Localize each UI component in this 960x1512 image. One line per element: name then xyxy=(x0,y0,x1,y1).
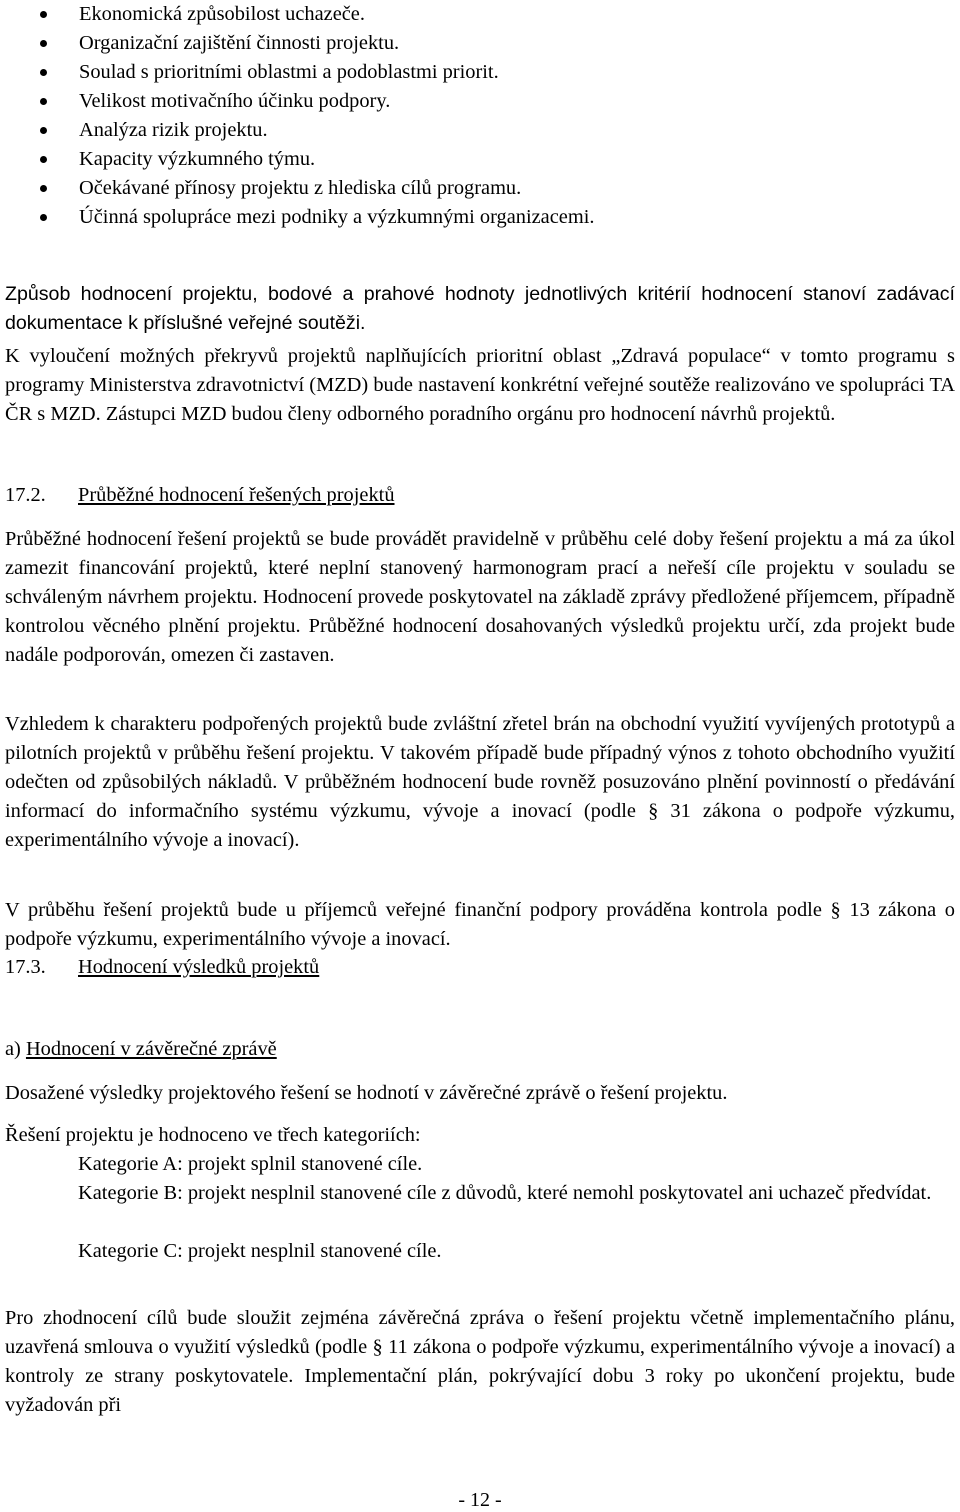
category-b: Kategorie B: projekt nesplnil stanovené cíle z důvodů, které nemohl poskytovatel ani uchazeč předvídat. xyxy=(78,1182,932,1204)
section-heading-17-3 xyxy=(5,953,955,982)
list-item: Velikost motivačního účinku podpory. xyxy=(0,87,594,116)
paragraph-interim-evaluation: Průběžné hodnocení řešení projektů se bude provádět pravidelně v průběhu celé doby řešení projektu a má za úkol zamezit financování projektů, které neplní stanovený harmonogram prací a neřeší cíle projektu v souladu se schváleným návrhem projektu. Hodnocení provede poskytovatel na základě zprávy předložené příjemcem, případně kontrolou věcného plnění projektu. Průběžné hodnocení dosahovaných výsledků projektu určí, zda projekt bude nadále podporován, omezen či zastaven. xyxy=(5,528,955,666)
paragraph-categories-intro: Řešení projektu je hodnoceno ve třech kategoriích: xyxy=(5,1124,421,1146)
section-title: Průběžné hodnocení řešených projektů xyxy=(78,484,395,506)
criteria-bullet-list xyxy=(0,0,594,232)
paragraph-goal-assessment: Pro zhodnocení cílů bude sloužit zejména závěrečná zpráva o řešení projektu včetně implementačního plánu, uzavřená smlouva o využití výsledků (podle § 11 zákona o podpoře výzkumu, experimentálního vývoje a inovací) a kontroly ze strany poskytovatele. Implementační plán, pokrývající dobu 3 roky po ukončení projektu, bude vyžadován při xyxy=(5,1307,955,1416)
list-item: Soulad s prioritními oblastmi a podoblastmi priorit. xyxy=(0,58,594,87)
subsection-prefix: a) xyxy=(5,1038,26,1060)
list-item: Očekávané přínosy projektu z hlediska cílů programu. xyxy=(0,174,594,203)
paragraph-control: V průběhu řešení projektů bude u příjemců veřejné finanční podpory prováděna kontrola podle § 13 zákona o podpoře výzkumu, experimentálního vývoje a inovací. xyxy=(5,899,955,950)
paragraph-overlap-exclusion: K vyloučení možných překryvů projektů naplňujících prioritní oblast „Zdravá populace“ v tomto programu s programy Ministerstva zdravotnictví (MZD) bude nastavení konkrétní veřejné soutěže realizováno ve spolupráci TA ČR s MZD. Zástupci MZD budou členy odborného poradního orgánu pro hodnocení návrhů projektů. xyxy=(5,345,955,425)
page-number: - 12 - xyxy=(458,1489,502,1511)
section-number: 17.3. xyxy=(5,956,46,978)
paragraph-evaluation-method: Způsob hodnocení projektu, bodové a prahové hodnoty jednotlivých kritérií hodnocení stanoví zadávací dokumentace k příslušné veřejné soutěži. xyxy=(5,283,955,334)
list-item: Kapacity výzkumného týmu. xyxy=(0,145,594,174)
section-heading-17-2 xyxy=(5,481,955,510)
subsection-heading-a xyxy=(5,1035,955,1064)
subsection-title: Hodnocení v závěrečné zprávě xyxy=(25,1038,277,1060)
section-title: Hodnocení výsledků projektů xyxy=(78,956,320,978)
list-item: Analýza rizik projektu. xyxy=(0,116,594,145)
paragraph-commercial-use: Vzhledem k charakteru podpořených projektů bude zvláštní zřetel brán na obchodní využití vyvíjených prototypů a pilotních projektů v průběhu řešení projektu. V takovém případě bude případný výnos z tohoto obchodního využití odečten od způsobilých nákladů. V průběžném hodnocení bude rovněž posuzováno plnění povinností o předávání informací do informačního systému výzkumu, vývoje a inovací (podle § 31 zákona o podpoře výzkumu, experimentálního vývoje a inovací). xyxy=(5,713,955,851)
paragraph-results-evaluated: Dosažené výsledky projektového řešení se hodnotí v závěrečné zprávě o řešení projektu. xyxy=(5,1082,728,1104)
category-c: Kategorie C: projekt nesplnil stanovené cíle. xyxy=(78,1240,442,1262)
section-number: 17.2. xyxy=(5,484,46,506)
list-item: Ekonomická způsobilost uchazeče. xyxy=(0,0,594,29)
category-a: Kategorie A: projekt splnil stanovené cíle. xyxy=(78,1153,423,1175)
list-item: Organizační zajištění činnosti projektu. xyxy=(0,29,594,58)
list-item: Účinná spolupráce mezi podniky a výzkumnými organizacemi. xyxy=(0,203,594,232)
